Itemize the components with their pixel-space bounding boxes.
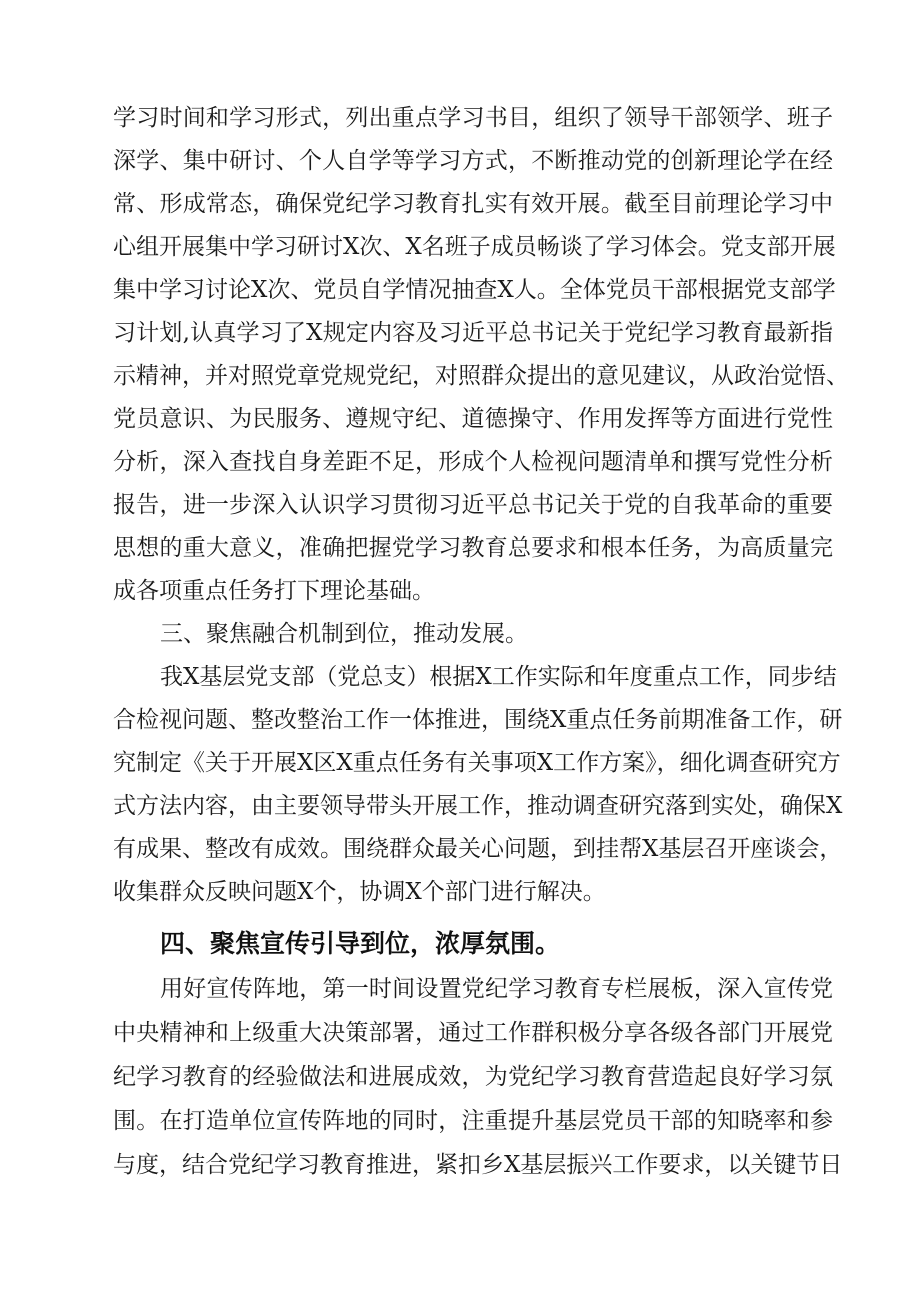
paragraph-line: 收集群众反映问题X个，协调X个部门进行解决。 — [113, 879, 606, 905]
paragraph-line: 深学、集中研讨、个人自学等学习方式，不断推动党的创新理论学在经 — [113, 148, 833, 174]
paragraph-line: 中央精神和上级重大决策部署，通过工作群积极分享各级各部门开展党 — [113, 1020, 833, 1046]
paragraph-line: 纪学习教育的经验做法和进展成效，为党纪学习教育营造起良好学习氛 — [113, 1064, 833, 1090]
paragraph-line: 有成果、整改有成效。围绕群众最关心问题，到挂帮X基层召开座谈会， — [113, 836, 843, 862]
paragraph-line: 合检视问题、整改整治工作一体推进，围绕X重点任务前期准备工作，研 — [113, 707, 843, 733]
paragraph-line: 究制定《关于开展X区X重点任务有关事项X工作方案》，细化调查研究方 — [113, 750, 841, 776]
paragraph-line: 思想的重大意义，准确把握党学习教育总要求和根本任务，为高质量完 — [113, 535, 833, 561]
paragraph-line: 习计划,认真学习了X规定内容及习近平总书记关于党纪学习教育最新指 — [113, 320, 833, 346]
paragraph-line: 我X基层党支部（党总支）根据X工作实际和年度重点工作，同步结 — [160, 664, 837, 690]
paragraph-line: 示精神，并对照党章党规党纪，对照群众提出的意见建议，从政治觉悟、 — [113, 363, 849, 389]
paragraph-line: 式方法内容，由主要领导带头开展工作，推动调查研究落到实处，确保X — [113, 793, 843, 819]
paragraph-line: 集中学习讨论X次、党员自学情况抽查X人。全体党员干部根据党支部学 — [113, 277, 836, 303]
paragraph-line: 成各项重点任务打下理论基础。 — [113, 578, 435, 604]
section-heading: 三、聚焦融合机制到位，推动发展。 — [160, 621, 528, 647]
paragraph-line: 报告，进一步深入认识学习贯彻习近平总书记关于党的自我革命的重要 — [113, 492, 833, 518]
paragraph-line: 党员意识、为民服务、遵规守纪、道德操守、作用发挥等方面进行党性 — [113, 406, 833, 432]
paragraph-line: 与度，结合党纪学习教育推进，紧扣乡X基层振兴工作要求，以关键节日 — [113, 1152, 843, 1178]
paragraph-line: 分析，深入查找自身差距不足，形成个人检视问题清单和撰写党性分析 — [113, 449, 833, 475]
paragraph-line: 学习时间和学习形式，列出重点学习书目，组织了领导干部领学、班子 — [113, 105, 833, 131]
paragraph-line: 常、形成常态，确保党纪学习教育扎实有效开展。截至目前理论学习中 — [113, 191, 833, 217]
paragraph-line: 围。在打造单位宣传阵地的同时，注重提升基层党员干部的知晓率和参 — [113, 1108, 833, 1134]
section-heading: 四、聚焦宣传引导到位，浓厚氛围。 — [160, 929, 561, 958]
paragraph-line: 心组开展集中学习研讨X次、X名班子成员畅谈了学习体会。党支部开展 — [113, 234, 836, 260]
paragraph-line: 用好宣传阵地，第一时间设置党纪学习教育专栏展板，深入宣传党 — [160, 976, 833, 1002]
